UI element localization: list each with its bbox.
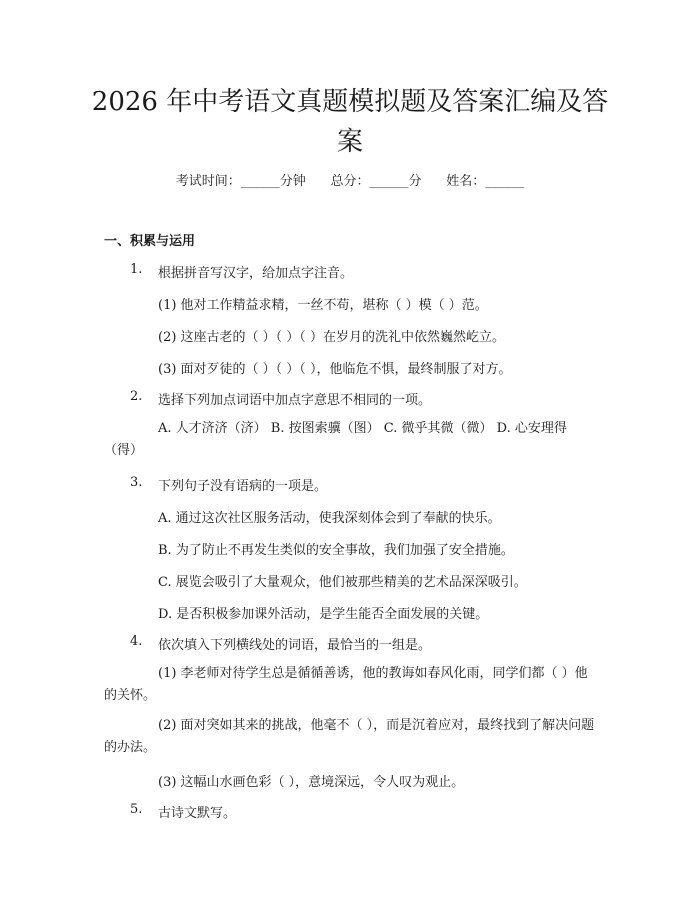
question-number: 4. [130,634,143,649]
page-title: 2026 年中考语文真题模拟题及答案汇编及答案 [91,87,609,157]
question-number: 2. [130,389,143,404]
question-item: (1) 李老师对待学生总是循循善诱，他的教诲如春风化雨，同学们都（ ）他的关怀。 [104,666,588,703]
question-item: (3) 面对歹徒的（ ）（ ）（ ），他临危不惧，最终制服了对方。 [158,362,512,377]
question-item: (3) 这幅山水画色彩（ ），意境深远，令人叹为观止。 [158,775,465,790]
question-text: 古诗文默写。 [158,806,237,821]
question-item: (1) 他对工作精益求精，一丝不苟，堪称（ ）模（ ）范。 [158,298,488,313]
question-item: (2) 这座古老的（ ）（ ）（ ）在岁月的洗礼中依然巍然屹立。 [158,330,505,345]
question-options: A. 人才济济（济） B. 按图索骥（图） C. 微乎其微（微） D. 心安理得（得） [104,421,567,458]
question-option: A. 通过这次社区服务活动，使我深刻体会到了奉献的快乐。 [158,511,501,526]
question-option: D. 是否积极参加课外活动，是学生能否全面发展的关键。 [158,607,489,622]
question-option: B. 为了防止不再发生类似的安全事故，我们加强了安全措施。 [158,543,514,558]
question-number: 1. [130,262,143,277]
question-number: 3. [130,475,143,490]
question-option: C. 展览会吸引了大量观众，他们被那些精美的艺术品深深吸引。 [158,575,527,590]
section-heading: 一、积累与运用 [104,234,196,249]
question-number: 5. [130,802,143,817]
question-item: (2) 面对突如其来的挑战，他毫不（ ），而是沉着应对，最终找到了解决问题的办法。 [104,718,595,755]
question-text: 依次填入下列横线处的词语，最恰当的一组是。 [158,638,432,653]
question-text: 选择下列加点词语中加点字意思不相同的一项。 [158,393,432,408]
exam-info: 考试时间：______分钟 总分：______分 姓名：______ [175,174,525,189]
question-text: 下列句子没有语病的一项是。 [158,479,328,494]
question-text: 根据拼音写汉字，给加点字注音。 [158,266,354,281]
